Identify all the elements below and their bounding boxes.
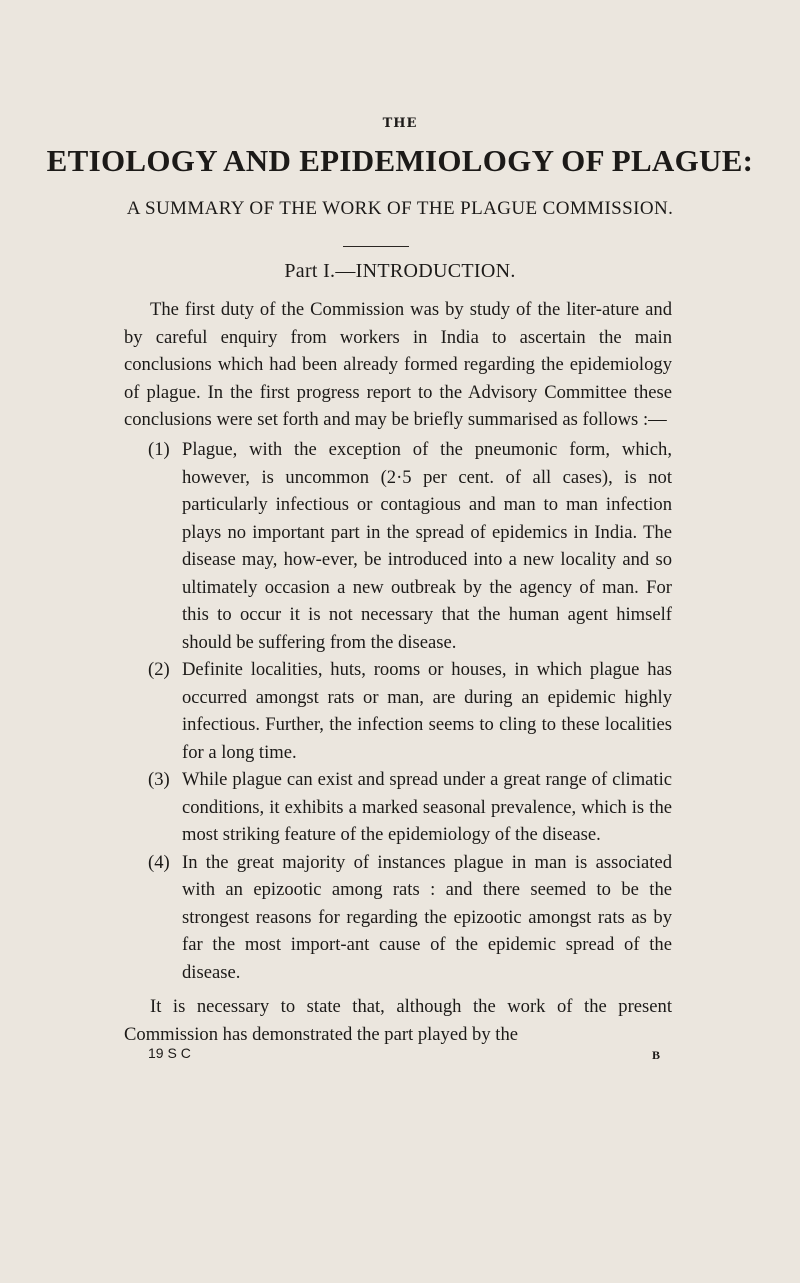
list-item <box>148 656 672 766</box>
closing-paragraph: It is necessary to state that, although the work of the present Commission has demonstrated the part played by the <box>124 996 672 1045</box>
list-item <box>148 766 672 849</box>
list-item-number: (1) <box>148 439 170 460</box>
page-subtitle: A SUMMARY OF THE WORK OF THE PLAGUE COMMISSION. <box>126 198 674 219</box>
list-item-text: In the great majority of instances plague in man is associated with an epizootic among rats : and there seemed to be the strongest reasons for regarding the epizootic amongst rats as by far the most import-ant cause of the epidemic spread of the disease. <box>182 851 672 983</box>
list-item <box>148 849 672 987</box>
list-item-text: While plague can exist and spread under a great range of climatic conditions, it exhibits a marked seasonal prevalence, which is the most striking feature of the epidemiology of the disease. <box>182 769 672 845</box>
section-heading: Part I.—INTRODUCTION. <box>284 260 516 282</box>
list-item-number: (2) <box>148 659 170 680</box>
conclusions-list <box>148 436 672 986</box>
divider-rule <box>343 246 409 247</box>
list-item <box>148 436 672 656</box>
list-item-number: (3) <box>148 769 170 790</box>
gathering-letter: B <box>652 1048 661 1062</box>
intro-paragraph: The first duty of the Commission was by study of the liter-ature and by careful enquiry from workers in India to ascertain the main conclusions which had been already formed regarding the epidemiology of plague. In the first progress report to the Advisory Committee these conclusions were set forth and may be briefly summarised as follows :— <box>124 299 672 430</box>
list-item-number: (4) <box>148 851 170 873</box>
signature-mark: 19 S C <box>148 1045 191 1061</box>
title-prefix: THE <box>382 116 418 131</box>
list-item-text: Plague, with the exception of the pneumonic form, which, however, is uncommon (2·5 per cent. of all cases), is not particularly infectious or contagious and man to man infection plays no important part in the spread of epidemics in India. The disease may, how-ever, be introduced into a new locality and so ultimately occasion a new outbreak by the agency of man. For this to occur it is not necessary that the human agent himself should be suffering from the disease. <box>182 439 672 653</box>
list-item-text: Definite localities, huts, rooms or houses, in which plague has occurred amongst rats or man, are during an epidemic highly infectious. Further, the infection seems to cling to these localities for a long time. <box>182 659 672 763</box>
page-title: ETIOLOGY AND EPIDEMIOLOGY OF PLAGUE: <box>46 143 754 178</box>
